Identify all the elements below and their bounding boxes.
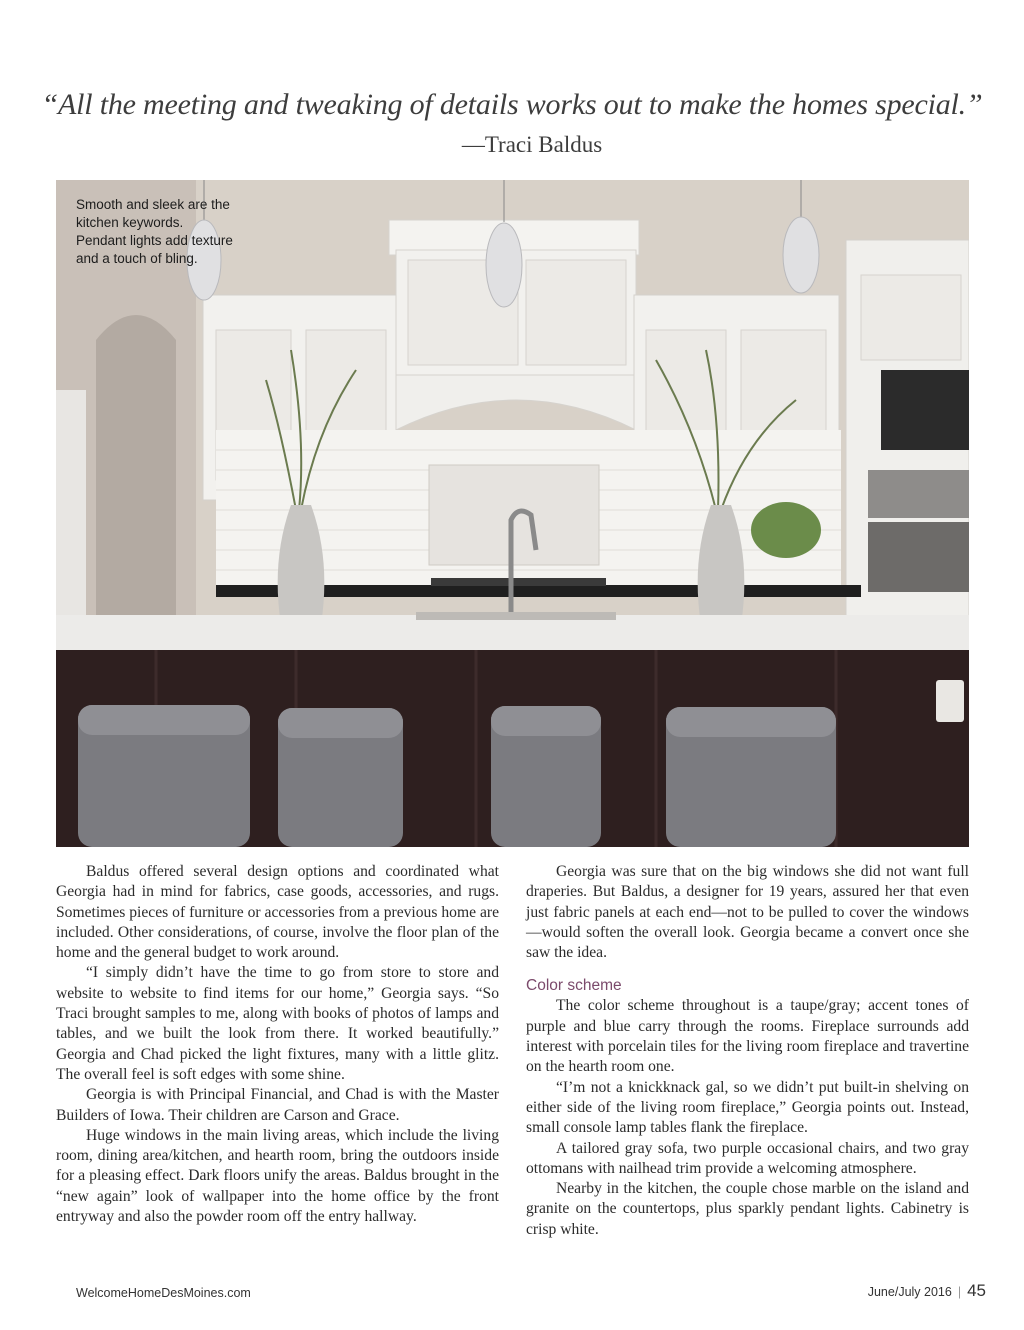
paragraph: A tailored gray sofa, two purple occasional chairs, and two gray ottomans with nailhead trim provide a welcoming atmosphere. <box>526 1139 969 1177</box>
paragraph: Baldus offered several design options and coordinated what Georgia had in mind for fabrics, case goods, accessories, and rugs. Sometimes pieces of furniture or accessories from a previous home are included. Other considerations, of course, involve the floor plan of the home and the general budget to work around. <box>56 863 499 962</box>
kitchen-photo <box>56 180 969 847</box>
pull-quote-attribution: —Traci Baldus <box>461 132 603 157</box>
article-column-left <box>56 862 499 1227</box>
paragraph: Huge windows in the main living areas, which include the living room, dining area/kitchen, and hearth room, bring the outdoors inside for a pleasing effect. Dark floors unify the areas. Baldus brought in the “new again” look of wallpaper into the home office by the front entryway and also the powder room off the entry hallway. <box>56 1126 499 1226</box>
page-number: 45 <box>967 1281 986 1300</box>
paragraph: Georgia was sure that on the big windows she did not want full draperies. But Baldus, a designer for 19 years, assured her that even just fabric panels at each end—not to be pulled to cover the windows—would soften the overall look. Georgia became a convert once she saw the idea. <box>526 863 969 962</box>
paragraph: “I simply didn’t have the time to go from store to store and website to website to find items for our home,” Georgia says. “So Traci brought samples to me, along with books of photos of lamps and tables, and we built the look from there. It worked beautifully.” Georgia and Chad picked the light fixtures, many with a little glitz. The overall feel is soft edges with some shine. <box>56 964 499 1083</box>
photo-caption: Smooth and sleek are the kitchen keywords. Pendant lights add texture and a touch of bling. <box>76 197 233 266</box>
footer-website: WelcomeHomeDesMoines.com <box>76 1286 251 1300</box>
footer-issue: June/July 2016 <box>867 1285 952 1299</box>
kitchen-illustration <box>56 180 969 847</box>
paragraph: Georgia is with Principal Financial, and Chad is with the Master Builders of Iowa. Their children are Carson and Grace. <box>56 1086 499 1124</box>
pull-quote: “All the meeting and tweaking of details works out to make the homes special.” <box>41 88 983 121</box>
paragraph: The color scheme throughout is a taupe/gray; accent tones of purple and blue carry through the rooms. Fireplace surrounds add interest with porcelain tiles for the living room fireplace and travertine on the hearth room one. <box>526 997 969 1076</box>
article-column-right <box>526 862 969 1240</box>
paragraph: “I’m not a knickknack gal, so we didn’t put built-in shelving on either side of the living room fireplace,” Georgia points out. Instead, small console lamp tables flank the fireplace. <box>526 1078 969 1137</box>
paragraph: Nearby in the kitchen, the couple chose marble on the island and granite on the countertops, plus sparkly pendant lights. Cabinetry is crisp white. <box>526 1180 969 1238</box>
section-heading: Color scheme <box>526 977 622 995</box>
footer-separator: | <box>957 1285 962 1299</box>
footer-folio <box>868 1281 986 1301</box>
